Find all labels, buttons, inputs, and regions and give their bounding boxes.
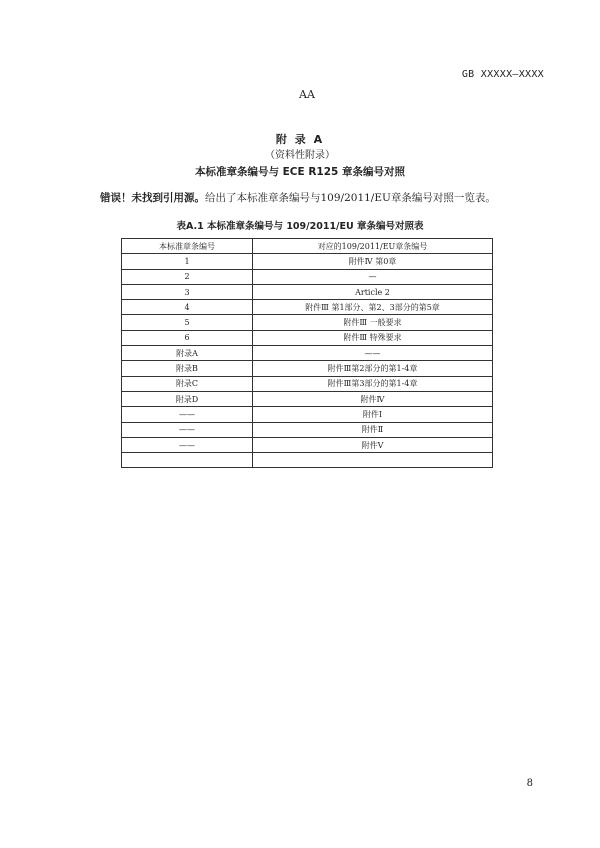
- table-cell: 1: [122, 254, 253, 269]
- appendix-subject: 本标准章条编号与 ECE R125 章条编号对照: [194, 166, 406, 178]
- standard-code: GB XXXXX—XXXX: [461, 69, 544, 80]
- table-cell: 附件Ⅲ 特殊要求: [253, 330, 493, 345]
- table-row: [122, 284, 493, 299]
- table-cell: —: [253, 269, 493, 284]
- table-cell: ——: [122, 422, 253, 437]
- table-cell: 附件Ⅲ第3部分的第1-4章: [253, 376, 493, 391]
- table-cell: 附录C: [122, 376, 253, 391]
- table-cell: [253, 453, 493, 468]
- table-cell: 附件Ⅲ 第1部分、第2、3部分的第5章: [253, 300, 493, 315]
- table-row: [122, 315, 493, 330]
- table-cell: ——: [122, 407, 253, 422]
- table-row: [122, 300, 493, 315]
- table-cell: 5: [122, 315, 253, 330]
- table-cell: 附录A: [122, 346, 253, 361]
- paragraph-text: 给出了本标准章条编号与109/2011/EU章条编号对照一览表。: [205, 192, 496, 204]
- table-cell: ——: [122, 437, 253, 452]
- intro-paragraph: [100, 190, 496, 205]
- table-cell: 附录D: [122, 391, 253, 406]
- table-row: [122, 269, 493, 284]
- table-row: [122, 346, 493, 361]
- table-cell: ——: [253, 346, 493, 361]
- table-cell: 附件Ⅱ: [253, 422, 493, 437]
- appendix-heading: 附 录 A: [275, 133, 325, 146]
- appendix-type: （资料性附录）: [265, 150, 335, 161]
- table-row-empty: [122, 453, 493, 468]
- table-cell: 附件Ⅲ第2部分的第1-4章: [253, 361, 493, 376]
- table-row: [122, 407, 493, 422]
- table-cell: 附件Ⅳ: [253, 391, 493, 406]
- table-row: [122, 330, 493, 345]
- table-cell: 附件Ⅴ: [253, 437, 493, 452]
- table-row: [122, 376, 493, 391]
- table-cell: 2: [122, 269, 253, 284]
- table-cell: 附录B: [122, 361, 253, 376]
- table-cell: 3: [122, 284, 253, 299]
- table-row: [122, 361, 493, 376]
- table-row: [122, 254, 493, 269]
- table-cell: 4: [122, 300, 253, 315]
- appendix-title: [0, 131, 600, 180]
- table-caption: 表A.1 本标准章条编号与 109/2011/EU 章条编号对照表: [176, 221, 424, 232]
- table-cell: 6: [122, 330, 253, 345]
- column-header: 本标准章条编号: [122, 239, 253, 254]
- table-row: [122, 437, 493, 452]
- table-cell: 附件Ⅳ 第0章: [253, 254, 493, 269]
- table-row: [122, 422, 493, 437]
- table-cell: 附件Ⅲ 一般要求: [253, 315, 493, 330]
- table-row: [122, 391, 493, 406]
- correspondence-table: [121, 238, 493, 468]
- table-header-row: [122, 239, 493, 254]
- table-cell: 附件Ⅰ: [253, 407, 493, 422]
- page-number: 8: [526, 778, 533, 789]
- column-header: 对应的109/2011/EU章条编号: [253, 239, 493, 254]
- table-cell: Article 2: [253, 284, 493, 299]
- section-marker: AA: [299, 88, 315, 101]
- table-cell: [122, 453, 253, 468]
- reference-error: 错误！未找到引用源。: [100, 192, 205, 204]
